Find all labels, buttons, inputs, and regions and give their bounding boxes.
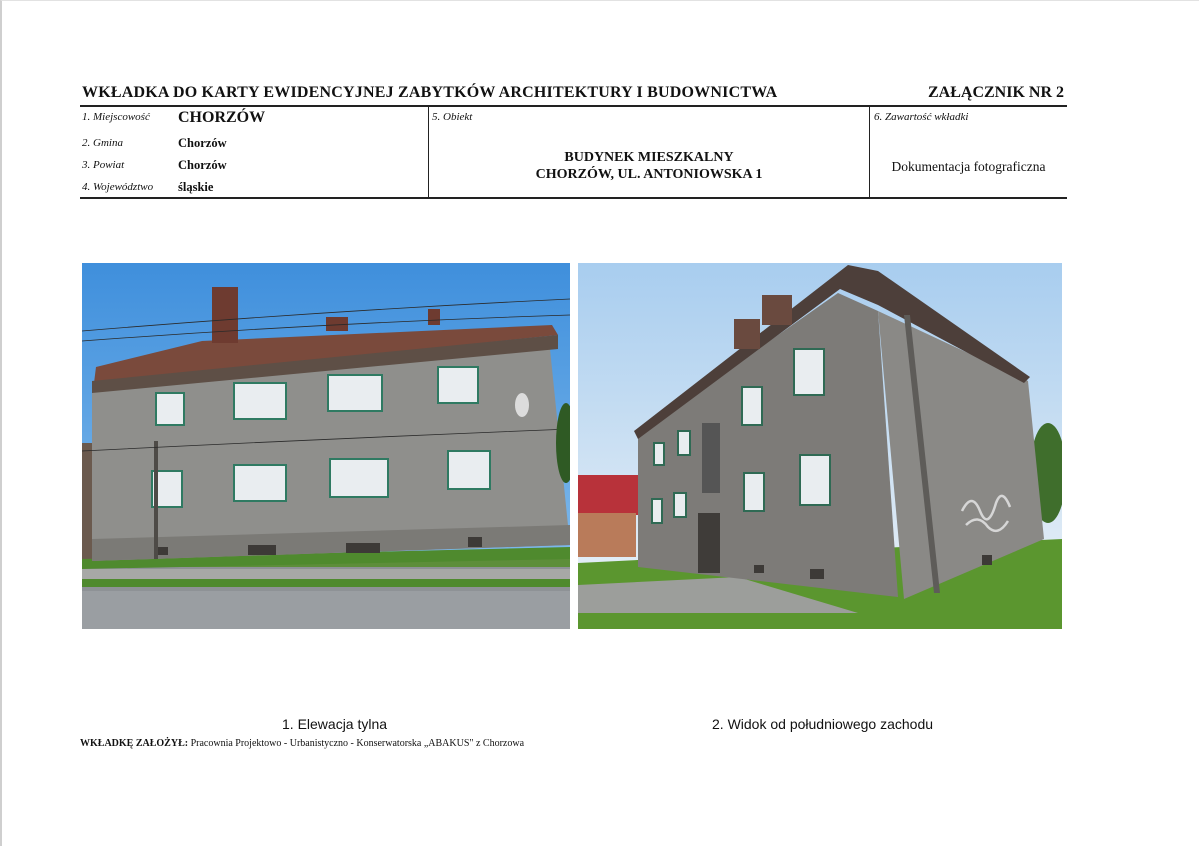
object-label: 5. Obiekt bbox=[432, 111, 473, 123]
county-value: Chorzów bbox=[178, 158, 227, 172]
locality-label: 1. Miejscowość bbox=[82, 111, 150, 123]
column-divider bbox=[869, 107, 870, 197]
voivodeship-value: śląskie bbox=[178, 180, 214, 194]
contents-label: 6. Zawartość wkładki bbox=[874, 111, 969, 123]
county-label: 3. Powiat bbox=[82, 159, 125, 171]
photo-rear-elevation bbox=[82, 263, 570, 629]
record-card-table bbox=[80, 105, 1067, 199]
document-title: WKŁADKA DO KARTY EWIDENCYJNEJ ZABYTKÓW ARCHITEKTURY I BUDOWNICTWA bbox=[82, 84, 778, 101]
contents-value: Dokumentacja fotograficzna bbox=[891, 159, 1046, 174]
annex-number: ZAŁĄCZNIK NR 2 bbox=[927, 84, 1064, 101]
footer-text: Pracownia Projektowo - Urbanistyczno - Konserwatorska „ABAKUS" z Chorzowa bbox=[190, 738, 525, 749]
commune-label: 2. Gmina bbox=[82, 137, 123, 149]
commune-value: Chorzów bbox=[178, 136, 227, 150]
object-address: CHORZÓW, UL. ANTONIOWSKA 1 bbox=[535, 167, 763, 182]
photo-caption-2: 2. Widok od południowego zachodu bbox=[712, 716, 934, 732]
locality-value: CHORZÓW bbox=[178, 109, 266, 126]
photo-southwest-view bbox=[578, 263, 1062, 629]
photo-caption-1: 1. Elewacja tylna bbox=[282, 716, 388, 732]
footer-label: WKŁADKĘ ZAŁOŻYŁ: bbox=[80, 738, 189, 749]
voivodeship-label: 4. Województwo bbox=[82, 181, 154, 193]
object-name: BUDYNEK MIESZKALNY bbox=[564, 150, 734, 165]
footer-credit bbox=[80, 738, 524, 749]
